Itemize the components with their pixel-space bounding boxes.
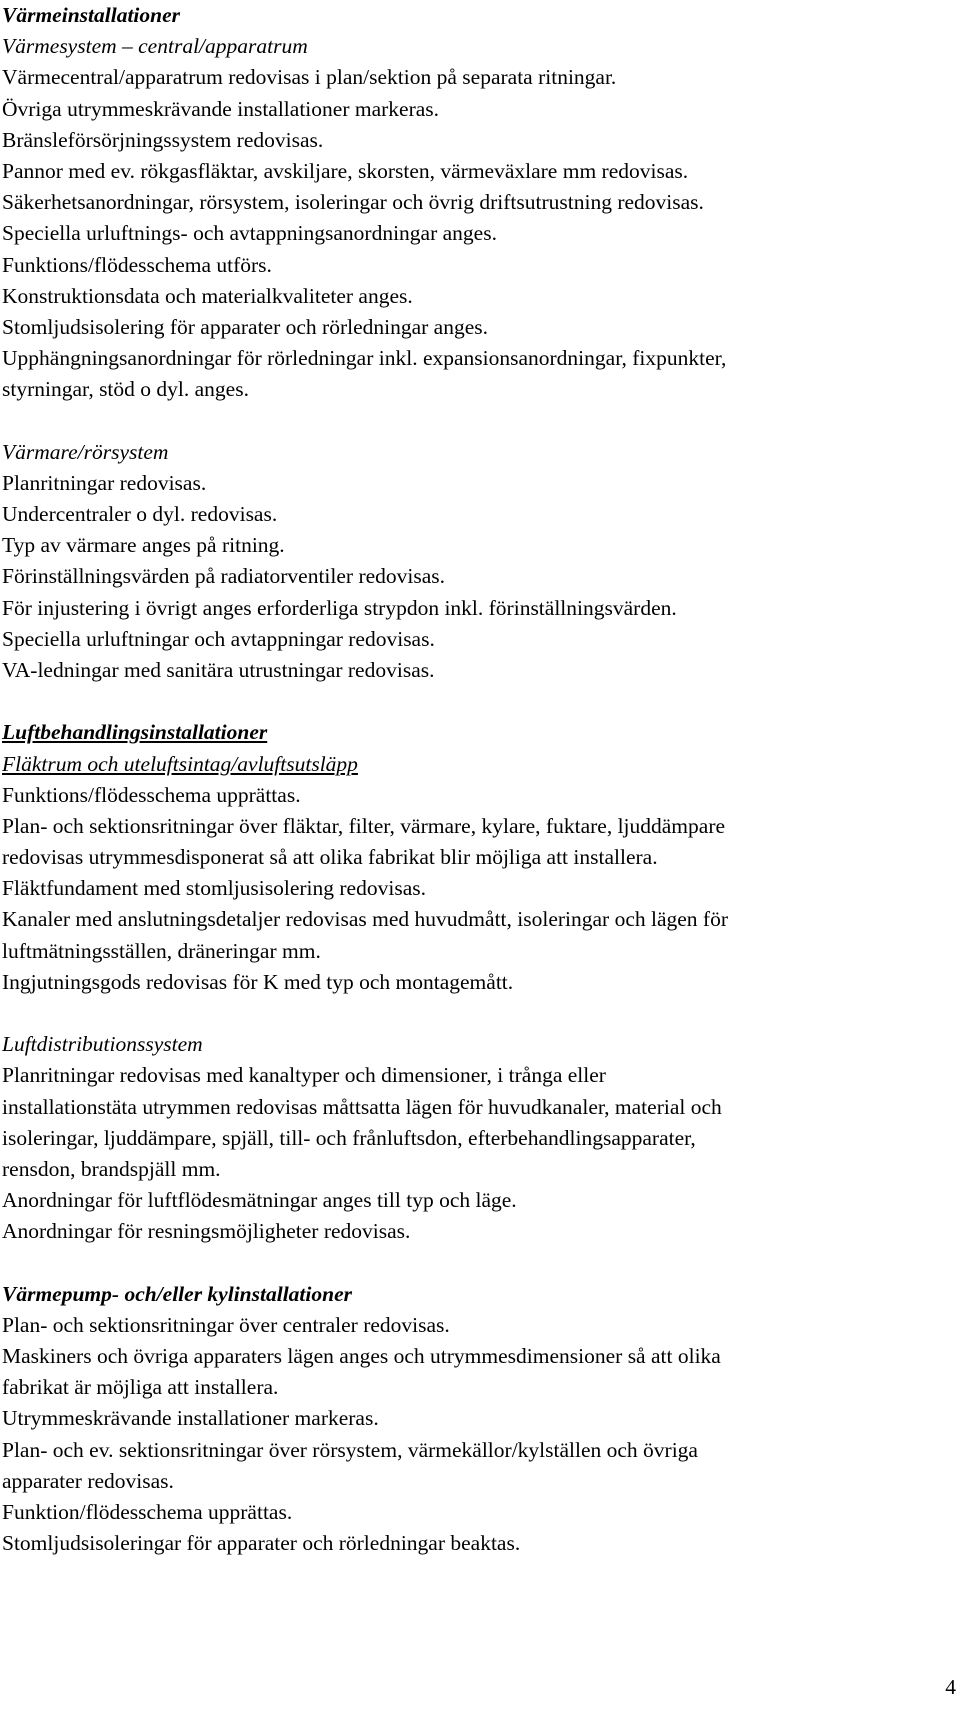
heading-varmepump-kylinstallationer: Värmepump- och/eller kylinstallationer	[2, 1281, 352, 1306]
text-line: Stomljudsisoleringar för apparater och rörledningar beaktas.	[2, 1531, 521, 1556]
text-line: Konstruktionsdata och materialkvaliteter anges.	[2, 283, 413, 308]
text-line: installationstäta utrymmen redovisas måttsatta lägen för huvudkanaler, material och	[2, 1094, 722, 1119]
text-line: luftmätningsställen, dräneringar mm.	[2, 938, 321, 963]
text-line: Förinställningsvärden på radiatorventiler redovisas.	[2, 564, 446, 589]
text-line: Kanaler med anslutningsdetaljer redovisas med huvudmått, isoleringar och lägen för	[2, 907, 729, 932]
text-line: Stomljudsisolering för apparater och rörledningar anges.	[2, 314, 488, 339]
text-line: Plan- och ev. sektionsritningar över rörsystem, värmekällor/kylställen och övriga	[2, 1437, 698, 1462]
text-line: Funktion/flödesschema upprättas.	[2, 1500, 293, 1524]
text-line: Anordningar för luftflödesmätningar anges till typ och läge.	[2, 1188, 517, 1213]
text-line: Typ av värmare anges på ritning.	[2, 533, 285, 558]
subheading-varmesystem: Värmesystem – central/apparatrum	[2, 34, 308, 59]
text-line: Fläktfundament med stomljusisolering redovisas.	[2, 876, 426, 901]
text-line: Utrymmeskrävande installationer markeras.	[2, 1406, 379, 1431]
text-line: styrningar, stöd o dyl. anges.	[2, 377, 249, 402]
text-line: fabrikat är möjliga att installera.	[2, 1375, 279, 1400]
text-line: redovisas utrymmesdisponerat så att olika fabrikat blir möjliga att installera.	[2, 845, 658, 870]
paragraph-gap	[2, 686, 952, 717]
text-line: Undercentraler o dyl. redovisas.	[2, 502, 278, 526]
text-line: Pannor med ev. rökgasfläktar, avskiljare, skorsten, värmeväxlare mm redovisas.	[2, 158, 689, 183]
paragraph-gap	[2, 1248, 952, 1279]
text-line: Plan- och sektionsritningar över centraler redovisas.	[2, 1312, 450, 1337]
text-line: Ingjutningsgods redovisas för K med typ och montagemått.	[2, 969, 514, 994]
text-line: Plan- och sektionsritningar över fläktar, filter, värmare, kylare, fuktare, ljuddämpare	[2, 813, 726, 838]
text-line: Säkerhetsanordningar, rörsystem, isoleringar och övrig driftsutrustning redovisas.	[2, 190, 704, 215]
text-line: Funktions/flödesschema upprättas.	[2, 782, 301, 807]
text-line: Speciella urluftningar och avtappningar redovisas.	[2, 626, 435, 651]
text-line: Anordningar för resningsmöjligheter redovisas.	[2, 1219, 411, 1244]
text-line: Planritningar redovisas med kanaltyper och dimensioner, i trånga eller	[2, 1063, 606, 1088]
text-line: isoleringar, ljuddämpare, spjäll, till- och frånluftsdon, efterbehandlingsapparater,	[2, 1125, 696, 1150]
subheading-varmare-rorsystem: Värmare/rörsystem	[2, 439, 169, 464]
text-line: Upphängningsanordningar för rörledningar inkl. expansionsanordningar, fixpunkter,	[2, 346, 727, 371]
page-number: 4	[945, 1675, 956, 1699]
document-page	[2, 0, 952, 1559]
text-line: För injustering i övrigt anges erforderliga strypdon inkl. förinställningsvärden.	[2, 595, 677, 620]
text-line: rensdon, brandspjäll mm.	[2, 1156, 221, 1181]
paragraph-gap	[2, 998, 952, 1029]
text-line: apparater redovisas.	[2, 1468, 174, 1493]
text-line: Bränsleförsörjningssystem redovisas.	[2, 127, 324, 152]
text-line: Planritningar redovisas.	[2, 470, 207, 495]
subheading-flaktrum: Fläktrum och uteluftsintag/avluftsutsläpp	[2, 751, 358, 776]
paragraph-gap	[2, 405, 952, 436]
text-line: Övriga utrymmeskrävande installationer markeras.	[2, 96, 440, 121]
text-line: Maskiners och övriga apparaters lägen anges och utrymmesdimensioner så att olika	[2, 1344, 721, 1369]
heading-luftbehandlingsinstallationer: Luftbehandlingsinstallationer	[2, 720, 268, 745]
text-line: Funktions/flödesschema utförs.	[2, 252, 272, 277]
text-line: Speciella urluftnings- och avtappningsanordningar anges.	[2, 221, 497, 246]
subheading-luftdistributionssystem: Luftdistributionssystem	[2, 1032, 203, 1057]
text-line: Värmecentral/apparatrum redovisas i plan/sektion på separata ritningar.	[2, 65, 617, 90]
text-line: VA-ledningar med sanitära utrustningar redovisas.	[2, 657, 435, 682]
heading-varmeinstallationer: Värmeinstallationer	[2, 3, 181, 27]
